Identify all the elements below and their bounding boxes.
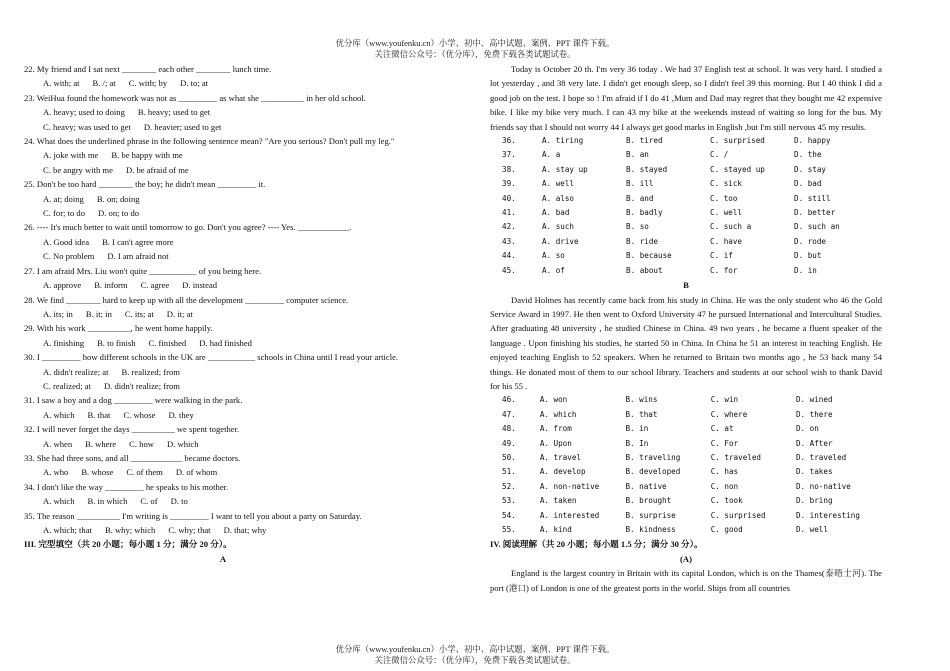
choices-table-b xyxy=(502,393,882,537)
choice-row xyxy=(502,451,882,465)
choice-option: A. well xyxy=(542,179,575,189)
choice-option: A. drive xyxy=(542,236,579,246)
question-options xyxy=(24,76,422,90)
option-text: A. which; that xyxy=(43,525,92,535)
question-stem: 33. She had three sons, and all ____________ became doctors. xyxy=(24,452,241,463)
choice-number: 38. xyxy=(502,164,516,174)
choice-row xyxy=(502,494,882,508)
option-text: A. at; doing xyxy=(43,193,84,204)
choice-option: C. / xyxy=(710,150,729,160)
header-line-1: 优分库（www.youfenku.cn）小学、初中、高中试题、案例、PPT 课件下载。 xyxy=(335,39,615,48)
question-stem: 22. My friend and I sat next ________ each other ________ lunch time. xyxy=(24,64,272,74)
choice-option: B. developed xyxy=(625,467,681,477)
choice-option: C. surprised xyxy=(710,136,765,146)
option-text: D. to; at xyxy=(180,78,209,89)
choice-option: B. in xyxy=(625,424,649,434)
question-options xyxy=(24,523,422,537)
option-text: A. when xyxy=(43,438,73,449)
choice-option: D. interesting xyxy=(795,510,860,520)
option-text: D. that; why xyxy=(223,525,267,535)
option-text: C. whose xyxy=(123,409,156,420)
question-options xyxy=(24,379,422,393)
choice-option: B. so xyxy=(626,222,649,232)
option-text: C. why; that xyxy=(168,525,211,535)
choice-option: D. stay xyxy=(794,164,827,174)
question-options xyxy=(24,163,422,177)
choice-option: C. for xyxy=(710,265,738,275)
choice-option: D. but xyxy=(794,251,822,261)
choice-option: B. brought xyxy=(625,496,672,506)
choice-option: C. surprised xyxy=(710,510,766,520)
option-text: A. finishing xyxy=(43,337,85,348)
choice-option: A. stay up xyxy=(542,164,588,174)
choice-option: B. badly xyxy=(626,208,663,218)
choice-option: A. a xyxy=(542,150,561,160)
choice-number: 40. xyxy=(502,193,516,203)
choice-number: 55. xyxy=(502,525,516,534)
question-options xyxy=(24,235,422,249)
option-text: A. didn't realize; at xyxy=(43,366,109,377)
choice-option: C. have xyxy=(710,236,743,246)
question-stem: 31. I saw a boy and a dog _________ were walking in the park. xyxy=(24,395,243,406)
choice-option: D. happy xyxy=(794,136,831,146)
option-text: A. heavy; used to doing xyxy=(43,107,125,118)
option-text: C. realized; at xyxy=(43,380,91,391)
option-text: D. on; to do xyxy=(98,208,140,219)
question-options xyxy=(24,192,422,206)
option-text: D. which xyxy=(167,438,199,449)
choice-option: B. kindness xyxy=(625,525,676,534)
option-text: B. it; in xyxy=(85,308,112,319)
question-options xyxy=(24,365,422,379)
section-3-part: A xyxy=(219,553,227,564)
choice-option: C. has xyxy=(710,467,739,477)
question-options xyxy=(24,249,422,263)
question-options xyxy=(24,437,422,451)
page-footer xyxy=(0,644,950,666)
option-text: C. how xyxy=(129,438,154,449)
choice-option: A. of xyxy=(542,265,565,275)
choice-number: 42. xyxy=(502,222,516,232)
choice-option: A. such xyxy=(542,222,575,232)
choice-row xyxy=(502,509,882,523)
question-options xyxy=(24,148,422,162)
choice-row xyxy=(502,480,882,494)
question-stem: 26. ---- It's much better to wait until tomorrow to go. Don't you agree? ---- Yes. ____________. xyxy=(24,222,352,233)
choice-number: 53. xyxy=(502,496,516,506)
choice-row xyxy=(502,206,878,220)
question-stem: 27. I am afraid Mrs. Liu won't quite ___________ of you being here. xyxy=(24,265,262,276)
choice-number: 50. xyxy=(502,452,516,462)
choice-option: B. traveling xyxy=(625,452,681,462)
option-text: C. its; at xyxy=(124,308,154,319)
option-text: D. had finished xyxy=(199,337,252,348)
option-text: B. why; which xyxy=(104,525,156,535)
choice-option: A. from xyxy=(539,424,572,434)
choice-number: 39. xyxy=(502,179,516,189)
passage-c: England is the largest country in Britain with its capital London, which is on the Thames(泰晤士河). The port (港口) of London is one of the greatest ports in the world. Ships from all countries xyxy=(490,568,882,593)
choice-number: 37. xyxy=(502,150,516,160)
section-3-title: III. 完型填空（共 20 小题；每小题 1 分；满分 20 分）。 xyxy=(24,539,232,550)
question-stem: 35. The reason __________ I'm writing is _________ I want to tell you about a party on Saturday. xyxy=(24,510,362,521)
question-stem: 28. We find ________ hard to keep up with all the development _________ computer science. xyxy=(24,294,349,305)
option-text: B. heavy; used to get xyxy=(137,107,211,118)
choice-option: D. well xyxy=(795,525,828,534)
question-stem: 32. I will never forget the days __________ we spent together. xyxy=(24,424,240,435)
option-text: C. with; by xyxy=(128,78,168,89)
option-text: C. agree xyxy=(140,280,170,291)
choice-option: D. wined xyxy=(795,395,833,405)
choice-option: B. surprise xyxy=(625,510,676,520)
choice-option: D. there xyxy=(795,409,833,419)
option-text: D. I am afraid not xyxy=(107,251,169,262)
choice-option: D. takes xyxy=(795,467,833,477)
choice-option: A. tiring xyxy=(542,136,584,146)
choice-option: A. also xyxy=(542,193,575,203)
option-text: C. heavy; was used to get xyxy=(43,121,131,132)
choice-number: 44. xyxy=(502,251,516,261)
option-text: B. inform xyxy=(94,280,128,291)
choice-row xyxy=(502,465,882,479)
choice-option: D. the xyxy=(794,150,822,160)
choice-option: B. In xyxy=(625,438,649,448)
choice-option: A. which xyxy=(539,409,577,419)
option-text: D. didn't realize; from xyxy=(103,380,180,391)
choice-option: A. interested xyxy=(539,510,600,520)
option-text: B. /; at xyxy=(92,78,116,89)
option-text: D. of whom xyxy=(175,467,218,478)
choice-number: 52. xyxy=(502,481,516,491)
section-4-part: (A) xyxy=(680,553,692,564)
option-text: B. I can't agree more xyxy=(102,236,174,247)
option-text: D. it; at xyxy=(166,308,193,319)
choice-option: D. better xyxy=(794,208,836,218)
option-text: D. instead xyxy=(182,280,218,291)
choice-row xyxy=(502,235,878,249)
option-text: B. be happy with me xyxy=(111,150,183,161)
option-text: C. of xyxy=(140,496,158,507)
choice-number: 54. xyxy=(502,510,516,520)
option-text: B. on; doing xyxy=(96,193,140,204)
choice-row xyxy=(502,264,878,278)
choice-option: B. native xyxy=(625,481,667,491)
choice-option: A. bad xyxy=(542,208,570,218)
choice-row xyxy=(502,408,882,422)
choice-option: C. For xyxy=(710,438,739,448)
question-stem: 29. With his work __________, he went home happily. xyxy=(24,323,213,334)
question-stem: 25. Don't be too hard ________ the boy; he didn't mean _________ it. xyxy=(24,179,266,190)
choice-option: C. if xyxy=(710,251,733,261)
choice-number: 47. xyxy=(502,409,516,419)
choice-option: D. in xyxy=(794,265,817,275)
option-text: B. where xyxy=(85,438,117,449)
question-options xyxy=(24,278,422,292)
passage-a: Today is October 20 th. I'm very 36 today . We had 37 English test at school. It was very hard. I studied a lot yesterday , and 38 very late. I didn't get enough sleep, so I didn't feel 39 this morning. But I 40 think I did a good job on the test. I hope so ! I'm afraid if I do 41 ,Mum and Dad may regret that they bought me 42 expensive bike. I like my bike very much. I can 43 my bike at the weekends instead of waiting so long for the bus. My friends say that I should not worry 44 I always get good marks in English ,but I'm still nervous 45 my results. xyxy=(490,64,882,132)
option-text: C. of them xyxy=(126,467,163,478)
choice-option: B. ride xyxy=(626,236,659,246)
choice-option: A. Upon xyxy=(539,438,572,448)
choice-option: A. travel xyxy=(539,452,581,462)
option-text: D. they xyxy=(168,409,194,420)
option-text: A. Good idea xyxy=(43,236,90,247)
choice-option: C. at xyxy=(710,424,734,434)
choice-option: D. bad xyxy=(794,179,822,189)
choice-row xyxy=(502,177,878,191)
choice-number: 46. xyxy=(502,395,516,405)
header-line-2: 关注微信公众号：（优分库），免费下载各类试题试卷。 xyxy=(374,50,576,59)
choice-option: A. kind xyxy=(539,525,572,534)
option-text: C. No problem xyxy=(43,251,95,262)
option-text: D. heavier; used to get xyxy=(143,121,222,132)
choice-option: C. sick xyxy=(710,179,743,189)
choice-option: B. ill xyxy=(626,179,654,189)
choice-row xyxy=(502,422,882,436)
choice-option: C. took xyxy=(710,496,743,506)
footer-line-1: 优分库（www.youfenku.cn）小学、初中、高中试题、案例、PPT 课件下载。 xyxy=(335,645,615,654)
page-header xyxy=(0,38,950,60)
question-options xyxy=(24,206,422,220)
question-options xyxy=(24,494,422,508)
question-stem: 24. What does the underlined phrase in the following sentence mean? "Are you serious? Don't pull my leg." xyxy=(24,136,395,147)
choice-row xyxy=(502,437,882,451)
choice-option: B. wins xyxy=(625,395,658,405)
option-text: A. which xyxy=(43,496,75,507)
question-stem: 30. I _________ how different schools in the UK are ___________ schools in China until I read your article. xyxy=(24,352,399,363)
choice-number: 48. xyxy=(502,424,516,434)
choice-row xyxy=(502,220,878,234)
choice-option: B. tired xyxy=(626,136,663,146)
choice-row xyxy=(502,148,878,162)
choice-option: C. where xyxy=(710,409,748,419)
choice-option: C. well xyxy=(710,208,743,218)
choice-option: D. still xyxy=(794,193,831,203)
choice-option: D. no-native xyxy=(795,481,851,491)
option-text: B. to finish xyxy=(97,337,136,348)
choice-row xyxy=(502,192,878,206)
part-b-label: B xyxy=(683,280,689,291)
choice-option: B. about xyxy=(626,265,663,275)
option-text: A. who xyxy=(43,467,69,478)
option-text: B. that xyxy=(87,409,111,420)
question-options xyxy=(24,105,422,119)
question-options xyxy=(24,307,422,321)
option-text: A. approve xyxy=(43,280,82,291)
left-column xyxy=(24,62,422,566)
choice-option: C. such a xyxy=(710,222,752,232)
choice-option: B. stayed xyxy=(626,164,668,174)
option-text: B. whose xyxy=(81,467,114,478)
choice-option: C. traveled xyxy=(710,452,761,462)
choice-option: B. and xyxy=(626,193,654,203)
choice-option: B. because xyxy=(626,251,672,261)
choices-table-a xyxy=(502,134,878,278)
choice-option: C. win xyxy=(710,395,739,405)
section-4-title: IV. 阅读理解（共 20 小题；每小题 1.5 分；满分 30 分）。 xyxy=(490,539,703,550)
choice-option: B. that xyxy=(625,409,658,419)
choice-option: A. won xyxy=(539,395,568,405)
right-column xyxy=(490,62,882,595)
choice-option: B. an xyxy=(626,150,649,160)
passage-b: David Holmes has recently came back from his study in China. He was the only student who 46 the Gold Service Award in 1997. He then went to Oxford University 47 he pursued International and Intercultural Studies. After graduating 48 university , he studied Chinese in China. 49 two years , he became a fluent speaker of the language . Upon finishing his studies, he started 50 in China. In China he 51 an interest in teaching English. He enjoyed teaching English to 52 speakers. When he returned to Britain two months ago , he 53 back many 54 things. He donated most of them to our school library. Teachers and students at our school wish to thank David for his 55 . xyxy=(490,294,882,391)
choice-row xyxy=(502,163,878,177)
choice-option: D. rode xyxy=(794,236,827,246)
choice-number: 51. xyxy=(502,467,516,477)
choice-number: 43. xyxy=(502,236,516,246)
choice-option: C. non xyxy=(710,481,739,491)
question-options xyxy=(24,120,422,134)
choice-number: 36. xyxy=(502,136,516,146)
choice-option: D. After xyxy=(795,438,833,448)
choice-number: 41. xyxy=(502,208,516,218)
option-text: A. joke with me xyxy=(43,150,99,161)
option-text: D. be afraid of me xyxy=(125,164,189,175)
choice-number: 49. xyxy=(502,438,516,448)
choice-option: A. develop xyxy=(539,467,586,477)
question-options xyxy=(24,336,422,350)
question-stem: 23. WeiHua found the homework was not as _________ as what she __________ in her old school. xyxy=(24,92,366,103)
option-text: A. with; at xyxy=(43,78,80,89)
choice-option: A. non-native xyxy=(539,481,600,491)
question-options xyxy=(24,465,422,479)
option-text: D. to xyxy=(170,496,188,507)
choice-option: C. stayed up xyxy=(710,164,765,174)
choice-number: 45. xyxy=(502,265,516,275)
choice-option: D. on xyxy=(795,424,819,434)
choice-option: A. so xyxy=(542,251,565,261)
option-text: C. for; to do xyxy=(43,208,86,219)
question-options xyxy=(24,408,422,422)
choice-row xyxy=(502,249,878,263)
question-stem: 34. I don't like the way _________ he speaks to his mother. xyxy=(24,481,229,492)
choice-option: A. taken xyxy=(539,496,577,506)
choice-row xyxy=(502,523,882,537)
footer-line-2: 关注微信公众号：（优分库），免费下载各类试题试卷。 xyxy=(374,656,576,665)
choice-option: D. traveled xyxy=(795,452,847,462)
choice-option: D. such an xyxy=(794,222,840,232)
option-text: B. in which xyxy=(87,496,128,507)
choice-option: D. bring xyxy=(795,496,833,506)
option-text: C. be angry with me xyxy=(43,164,113,175)
option-text: A. which xyxy=(43,409,75,420)
option-text: B. realized; from xyxy=(121,366,180,377)
option-text: A. its; in xyxy=(43,308,73,319)
choice-row xyxy=(502,134,878,148)
choice-option: C. good xyxy=(710,525,743,534)
choice-row xyxy=(502,393,882,407)
option-text: C. finished xyxy=(148,337,187,348)
choice-option: C. too xyxy=(710,193,738,203)
